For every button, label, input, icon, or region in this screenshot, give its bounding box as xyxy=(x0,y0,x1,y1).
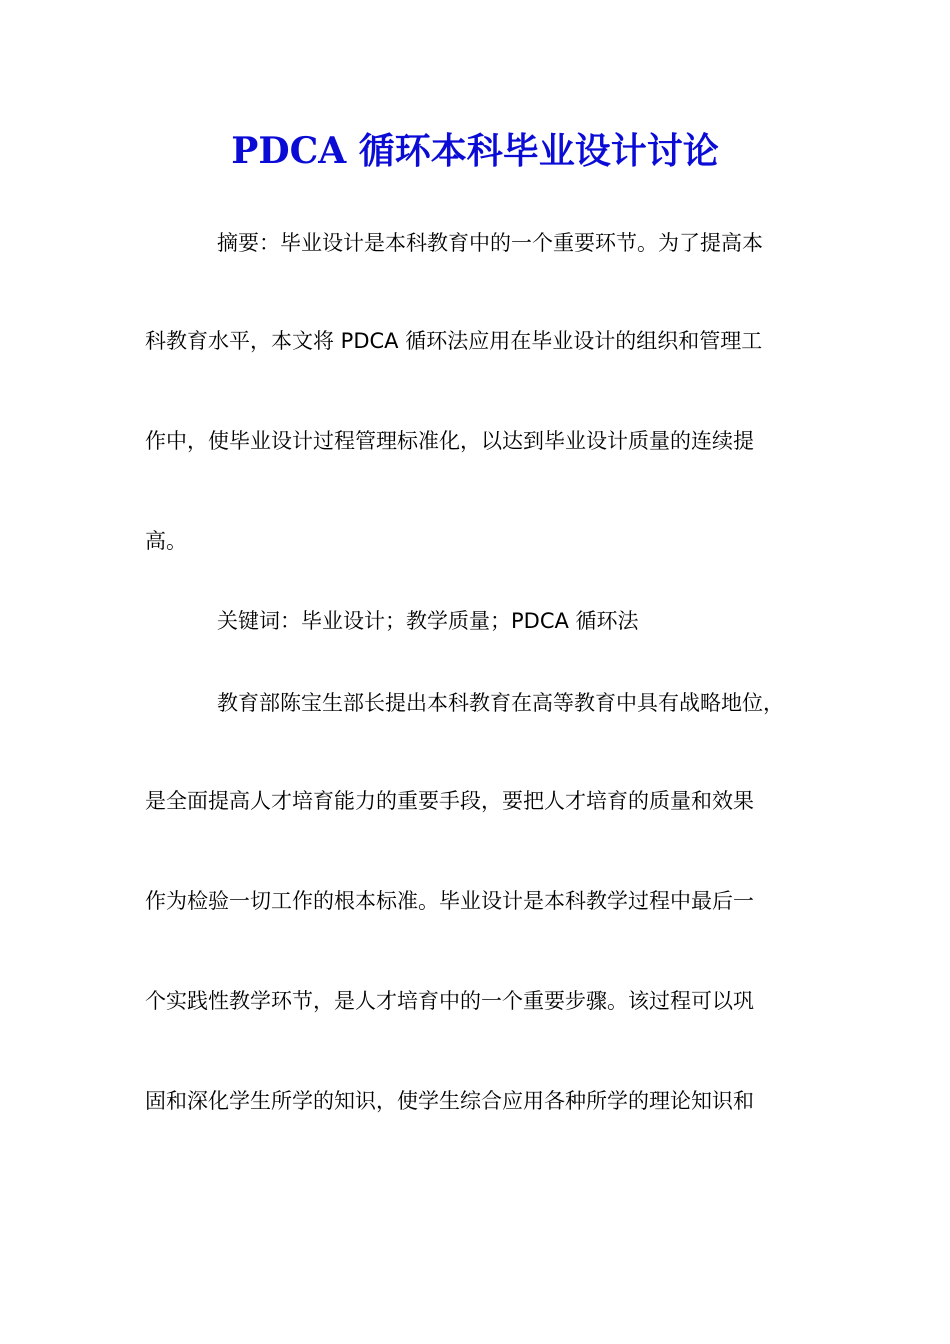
body-line-2: 是全面提高人才培育能力的重要手段，要把人才培育的质量和效果 xyxy=(145,789,754,813)
abstract-line-4: 高。 xyxy=(145,529,187,553)
body-line-4: 个实践性教学环节，是人才培育中的一个重要步骤。该过程可以巩 xyxy=(145,989,754,1013)
body-line-3: 作为检验一切工作的根本标准。毕业设计是本科教学过程中最后一 xyxy=(145,889,754,913)
abstract-line-1: 摘要：毕业设计是本科教育中的一个重要环节。为了提高本 xyxy=(217,231,763,255)
keywords-line: 关键词：毕业设计；教学质量；PDCA 循环法 xyxy=(217,609,639,633)
document-title: PDCA 循环本科毕业设计讨论 xyxy=(231,130,719,172)
body-line-1: 教育部陈宝生部长提出本科教育在高等教育中具有战略地位， xyxy=(217,691,784,715)
body-line-5: 固和深化学生所学的知识，使学生综合应用各种所学的理论知识和 xyxy=(145,1089,754,1113)
abstract-line-3: 作中，使毕业设计过程管理标准化，以达到毕业设计质量的连续提 xyxy=(145,429,754,453)
abstract-line-2: 科教育水平，本文将 PDCA 循环法应用在毕业设计的组织和管理工 xyxy=(145,329,763,353)
